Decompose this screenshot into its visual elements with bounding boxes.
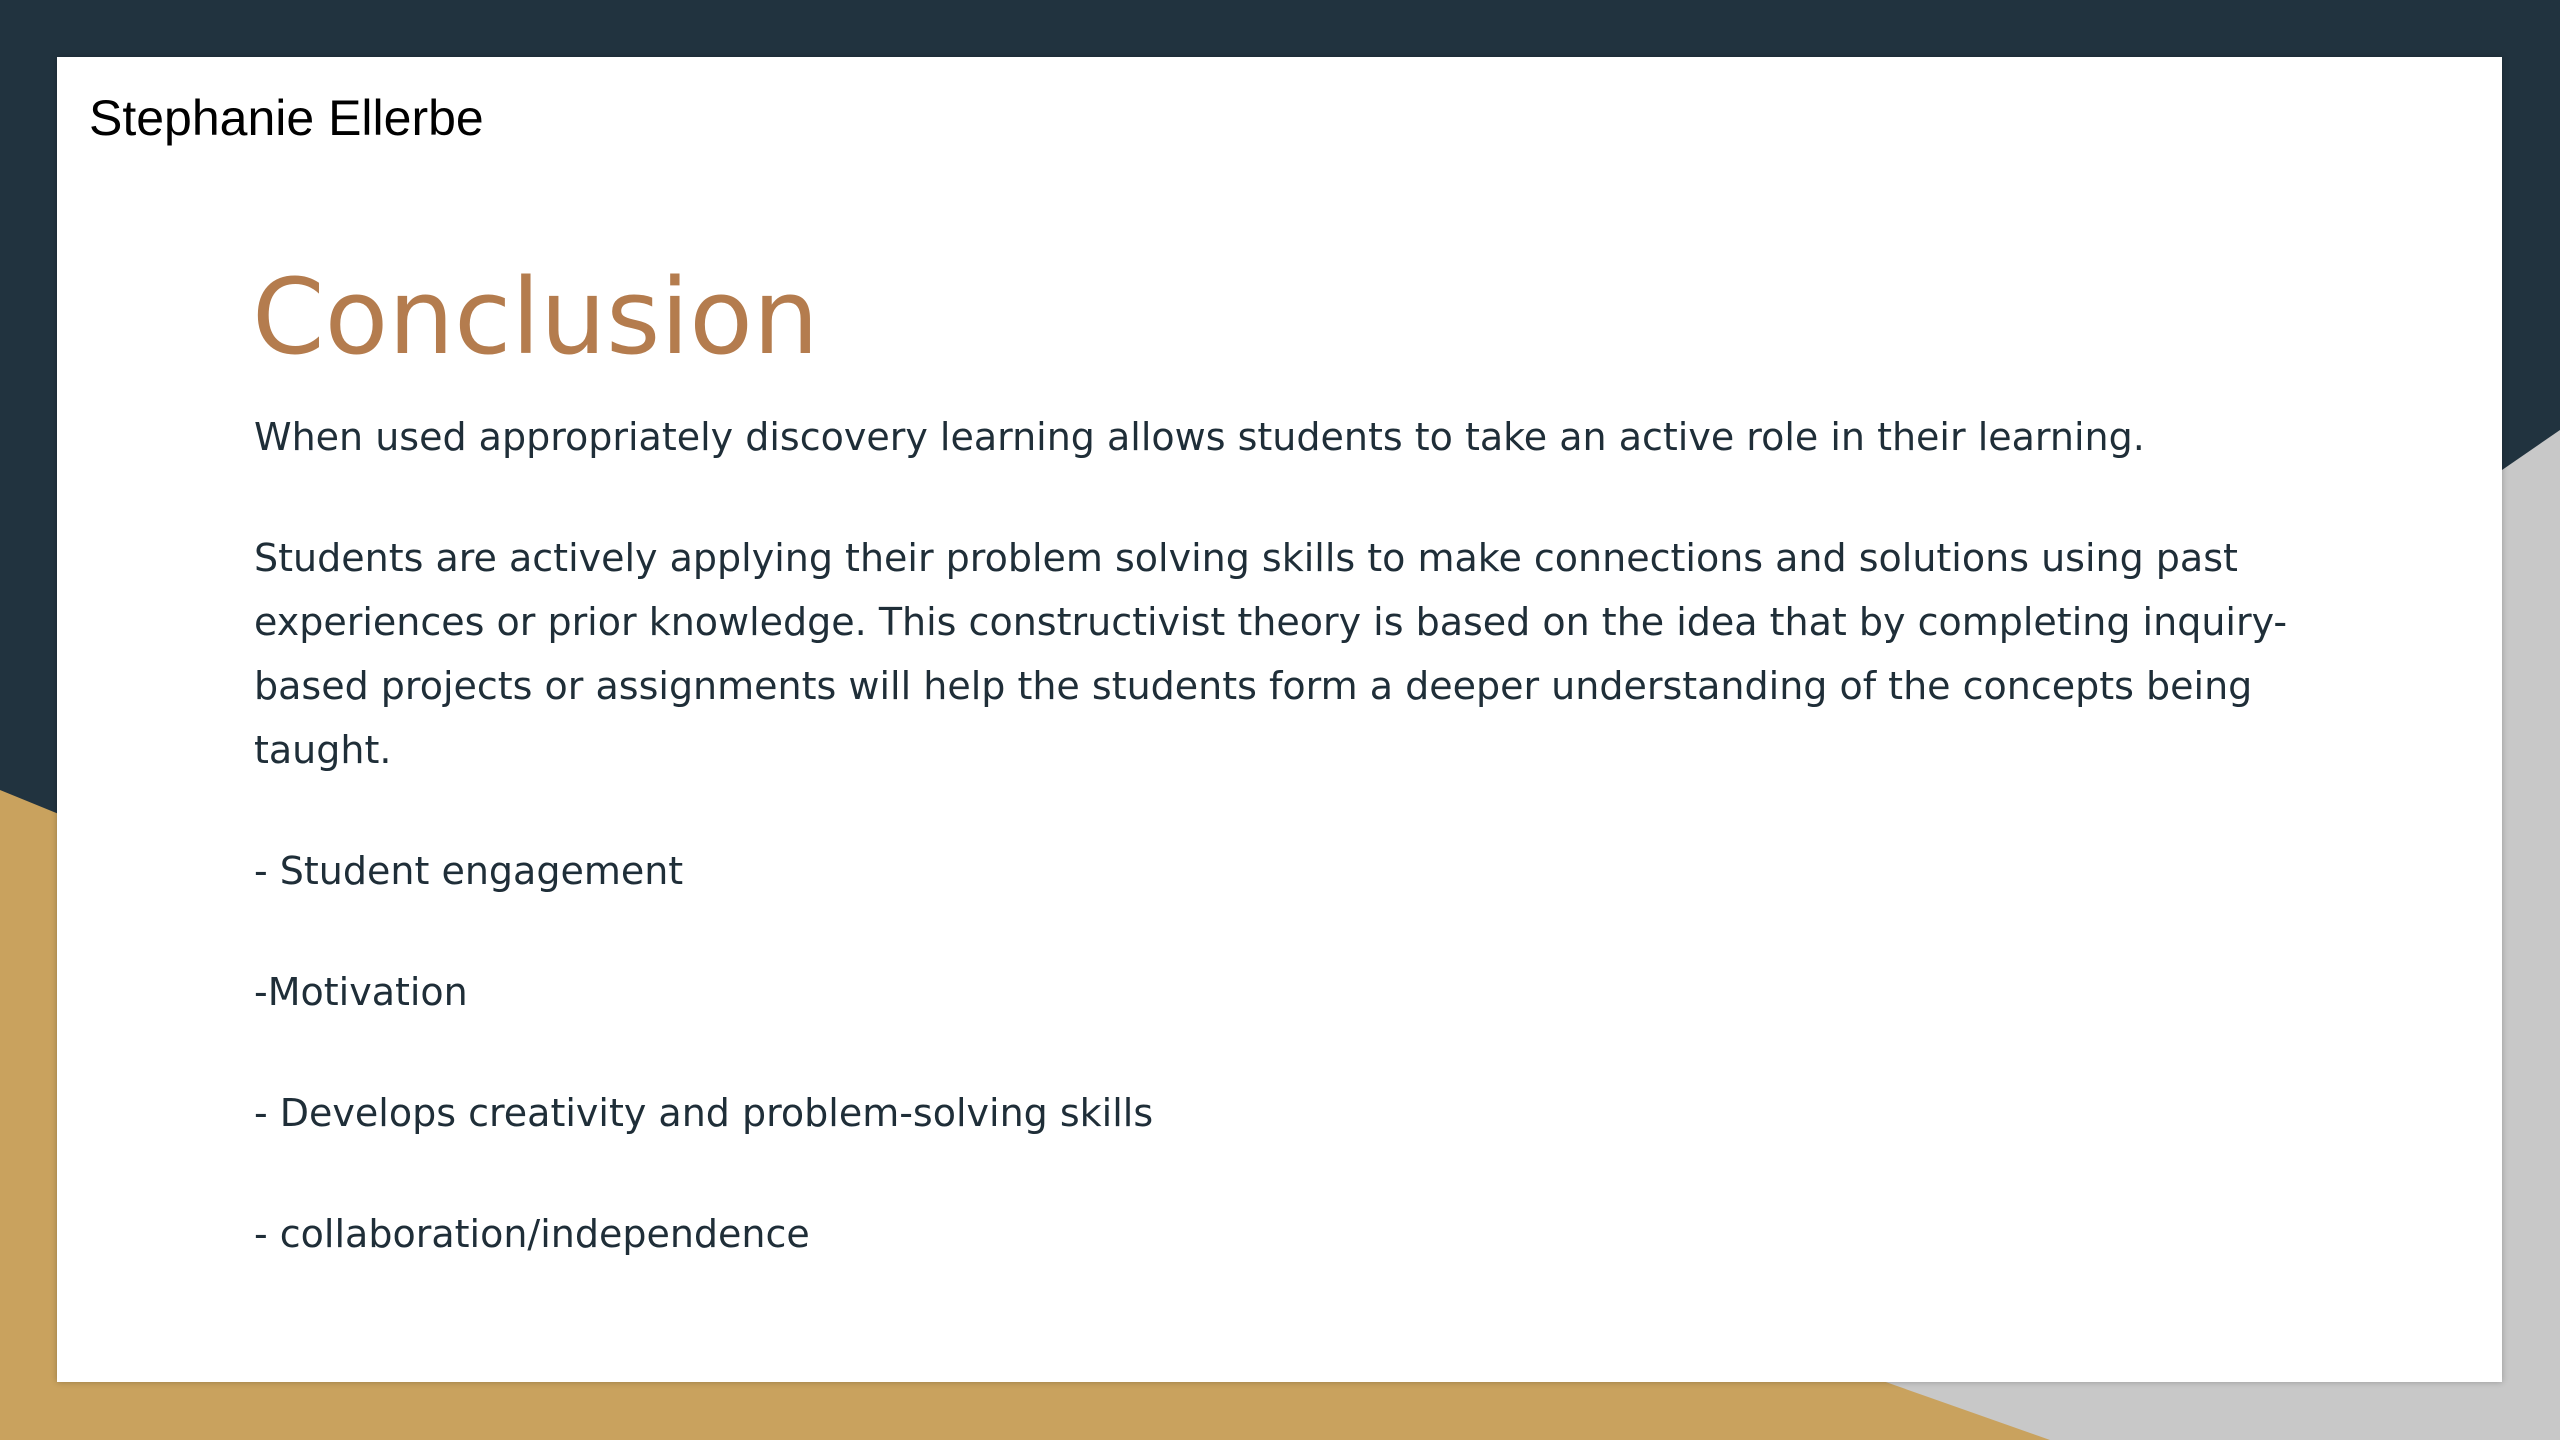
bullet-item: - Develops creativity and problem-solving skills — [254, 1091, 1154, 1135]
bullet-item: - collaboration/independence — [254, 1212, 810, 1256]
body-paragraph: Students are actively applying their problem solving skills to make connections and solutions using past experiences or prior knowledge. This constructivist theory is based on the idea that by completing inquiry-based projects or assignments will help the students form a deeper understanding of the concepts being taught. — [254, 536, 2288, 772]
presenter-name: Stephanie Ellerbe — [89, 90, 484, 146]
slide-canvas — [57, 57, 2502, 1382]
slide-body — [254, 405, 2374, 1323]
body-paragraph: When used appropriately discovery learning allows students to take an active role in their learning. — [254, 415, 2145, 459]
slide-title: Conclusion — [252, 256, 819, 378]
bullet-item: - Student engagement — [254, 849, 684, 893]
bullet-item: -Motivation — [254, 970, 468, 1014]
